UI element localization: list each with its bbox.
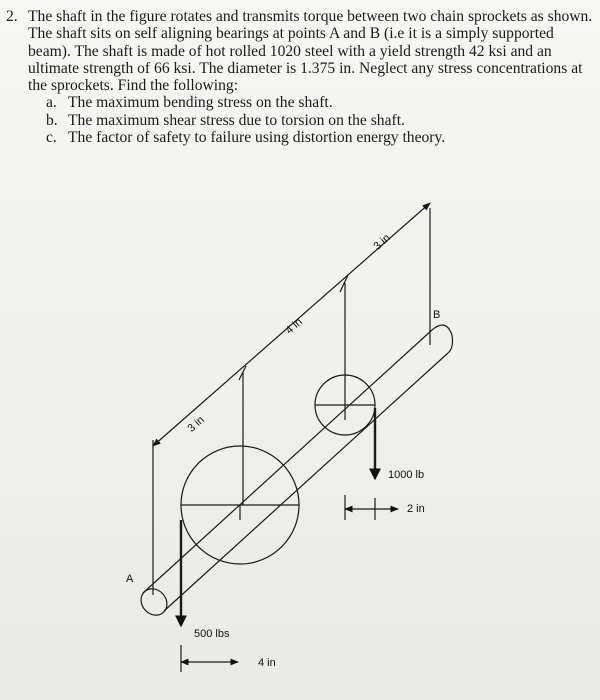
part-text: The maximum shear stress due to torsion on the shaft. <box>68 111 405 129</box>
label-radius-4in: 4 in <box>258 657 276 669</box>
dimension-tick <box>340 275 348 292</box>
label-force-500: 500 lbs <box>194 628 230 640</box>
problem-number: 2. <box>6 8 18 25</box>
label-dim-3in-left: 3 in <box>185 413 207 435</box>
part-text: The maximum bending stress on the shaft. <box>68 94 333 112</box>
part-text: The factor of safety to failure using distortion energy theory. <box>68 129 446 147</box>
shaft-edge <box>143 330 432 593</box>
label-dim-3in-right: 3 in <box>371 231 393 253</box>
label-radius-2in: 2 in <box>407 503 425 515</box>
problem-statement: The shaft in the figure rotates and transmits torque between two chain sprockets as shown. The shaft sits on self aligning bearings at points A and B (i.e it is a simply supported beam). The shaft is made of hot rolled 1020 steel with a yield strength 42 ksi and an ultimate strength of 66 ksi. The diameter is 1.375 in. Neglect any stress concentrations at the sprockets. Find the following: <box>28 8 593 95</box>
part-letter: c. <box>46 129 57 147</box>
label-force-1000: 1000 lb <box>388 469 425 481</box>
label-dim-4in: 4 in <box>283 315 305 337</box>
shaft-end-b <box>432 325 453 353</box>
shaft-edge <box>164 353 448 611</box>
part-letter: b. <box>46 111 58 129</box>
shaft-end-a <box>136 584 173 621</box>
label-point-b: B <box>433 309 441 321</box>
part-letter: a. <box>46 94 57 112</box>
label-point-a: A <box>126 573 134 585</box>
